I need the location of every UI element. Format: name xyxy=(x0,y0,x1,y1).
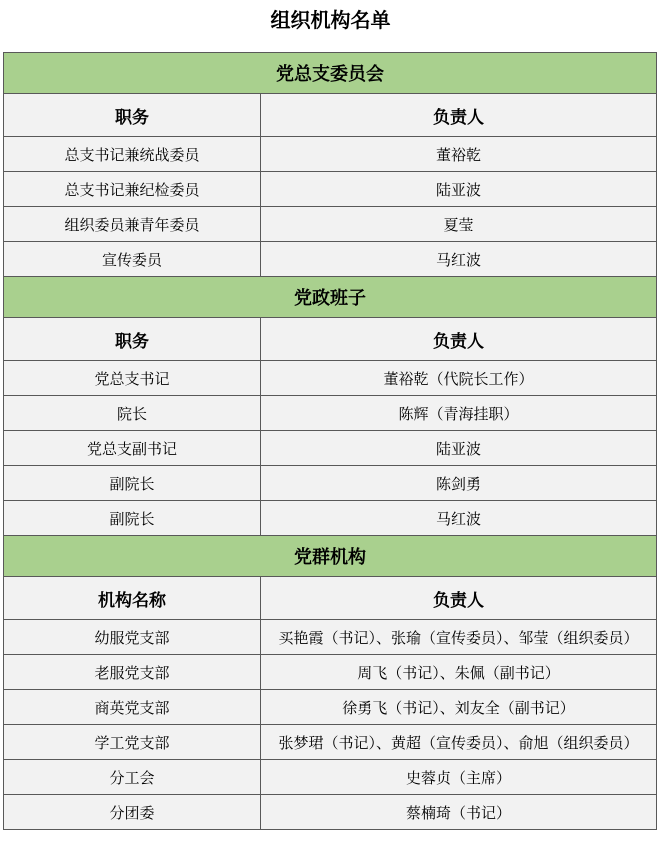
person-cell: 史蓉贞（主席） xyxy=(261,760,657,795)
table-row xyxy=(4,361,657,396)
org-cell: 分工会 xyxy=(4,760,261,795)
person-cell: 陈辉（青海挂职） xyxy=(261,396,657,431)
table-row xyxy=(4,620,657,655)
org-cell: 商英党支部 xyxy=(4,690,261,725)
role-cell: 宣传委员 xyxy=(4,242,261,277)
person-cell: 马红波 xyxy=(261,242,657,277)
person-cell: 董裕乾 xyxy=(261,137,657,172)
page-title: 组织机构名单 xyxy=(270,8,391,32)
column-header-role: 职务 xyxy=(4,94,261,137)
column-header-person: 负责人 xyxy=(261,577,657,620)
section-title: 党总支委员会 xyxy=(4,53,657,94)
table-row xyxy=(4,655,657,690)
column-header-org: 机构名称 xyxy=(4,577,261,620)
role-cell: 党总支书记 xyxy=(4,361,261,396)
column-header-row xyxy=(4,94,657,137)
role-cell: 总支书记兼纪检委员 xyxy=(4,172,261,207)
person-cell: 陆亚波 xyxy=(261,431,657,466)
role-cell: 组织委员兼青年委员 xyxy=(4,207,261,242)
section-header-row xyxy=(4,277,657,318)
table-row xyxy=(4,207,657,242)
person-cell: 蔡楠琦（书记） xyxy=(261,795,657,830)
section-title: 党政班子 xyxy=(4,277,657,318)
table-row xyxy=(4,431,657,466)
table-row xyxy=(4,466,657,501)
column-header-role: 职务 xyxy=(4,318,261,361)
table-row xyxy=(4,795,657,830)
org-cell: 学工党支部 xyxy=(4,725,261,760)
person-cell: 徐勇飞（书记）、刘友全（副书记） xyxy=(261,690,657,725)
column-header-row xyxy=(4,577,657,620)
org-cell: 分团委 xyxy=(4,795,261,830)
person-cell: 夏莹 xyxy=(261,207,657,242)
org-cell: 老服党支部 xyxy=(4,655,261,690)
person-cell: 陈剑勇 xyxy=(261,466,657,501)
section-header-row xyxy=(4,53,657,94)
table-row xyxy=(4,396,657,431)
table-row xyxy=(4,242,657,277)
org-table xyxy=(3,52,657,830)
person-cell: 马红波 xyxy=(261,501,657,536)
table-row xyxy=(4,172,657,207)
table-row xyxy=(4,725,657,760)
section-title: 党群机构 xyxy=(4,536,657,577)
person-cell: 买艳霞（书记）、张瑜（宣传委员）、邹莹（组织委员） xyxy=(261,620,657,655)
person-cell: 周飞（书记）、朱佩（副书记） xyxy=(261,655,657,690)
table-row xyxy=(4,501,657,536)
column-header-person: 负责人 xyxy=(261,94,657,137)
person-cell: 董裕乾（代院长工作） xyxy=(261,361,657,396)
role-cell: 党总支副书记 xyxy=(4,431,261,466)
org-cell: 幼服党支部 xyxy=(4,620,261,655)
column-header-row xyxy=(4,318,657,361)
role-cell: 院长 xyxy=(4,396,261,431)
person-cell: 张梦珺（书记）、黄超（宣传委员）、俞旭（组织委员） xyxy=(261,725,657,760)
column-header-person: 负责人 xyxy=(261,318,657,361)
role-cell: 副院长 xyxy=(4,466,261,501)
section-header-row xyxy=(4,536,657,577)
table-row xyxy=(4,137,657,172)
role-cell: 副院长 xyxy=(4,501,261,536)
table-row xyxy=(4,760,657,795)
table-row xyxy=(4,690,657,725)
role-cell: 总支书记兼统战委员 xyxy=(4,137,261,172)
person-cell: 陆亚波 xyxy=(261,172,657,207)
